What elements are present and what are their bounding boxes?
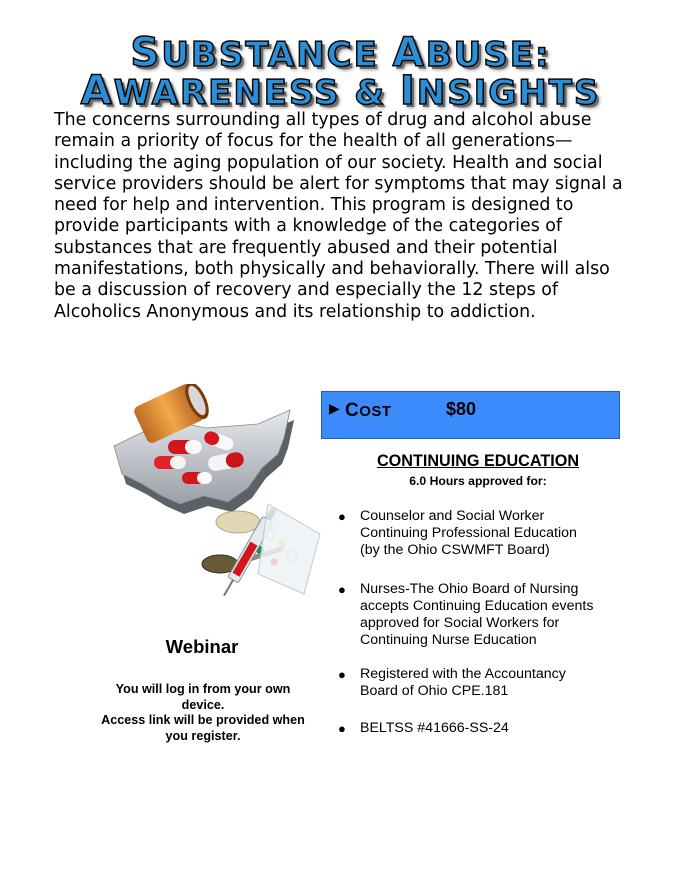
continuing-education-subheading: 6.0 Hours approved for: xyxy=(409,474,547,488)
list-item-line: Registered with the Accountancy xyxy=(360,666,566,682)
list-item-line: accepts Continuing Education events xyxy=(360,598,594,614)
bullet-icon: ● xyxy=(338,582,346,597)
title-text: WARENESS & xyxy=(113,73,400,113)
title-text: NSIGHTS xyxy=(416,73,601,113)
title-initial-letter: S xyxy=(130,30,162,76)
list-item-line: Board of Ohio CPE.181 xyxy=(360,683,509,699)
plastic-bag xyxy=(258,504,320,594)
webinar-heading: Webinar xyxy=(165,636,239,657)
cost-value: $80 xyxy=(446,399,477,419)
powder-pile xyxy=(216,511,260,533)
list-item-line: Nurses-The Ohio Board of Nursing xyxy=(360,581,579,597)
intro-paragraph: The concerns surrounding all types of drug and alcohol abuse remain a priority of focus for the health of all generations—including the aging population of our society. Health and social service providers should be alert for symptoms that may signal a need for help and intervention. This program is designed to provide participants with a knowledge of the categories of substances that are frequently abused and their potential manifestations, both physically and behaviorally. There will also be a discussion of recovery and especially the 12 steps of Alcoholics Anonymous and its relationship to addiction. xyxy=(54,110,623,322)
title-initial-letter: I xyxy=(399,68,417,114)
list-item-line: (by the Ohio CSWMFT Board) xyxy=(360,542,550,558)
bullet-icon: ● xyxy=(338,509,346,524)
bullet-icon: ● xyxy=(338,667,346,682)
login-instructions xyxy=(92,682,314,744)
login-line: device. xyxy=(181,697,225,712)
list-item-line: Continuing Nurse Education xyxy=(360,632,537,648)
cost-label xyxy=(345,400,392,422)
title-text: BUSE: xyxy=(425,35,551,75)
login-line: you register. xyxy=(165,728,241,743)
play-arrow-icon: ▶ xyxy=(329,400,340,416)
title-initial-letter: A xyxy=(80,68,114,114)
list-item-line: approved for Social Workers for xyxy=(360,615,560,631)
list-item-line: BELTSS #41666-SS-24 xyxy=(360,720,509,736)
login-line: You will log in from your own xyxy=(115,682,291,696)
title-text: UBSTANCE xyxy=(161,35,393,75)
bullet-icon: ● xyxy=(338,721,346,736)
title-initial-letter: A xyxy=(392,30,426,76)
continuing-education-heading: CONTINUING EDUCATION xyxy=(376,452,580,470)
cost-label-initial: C xyxy=(345,400,360,421)
cost-box xyxy=(321,391,620,439)
login-line: Access link will be provided when xyxy=(101,713,305,728)
cost-label-rest: OST xyxy=(359,403,392,420)
list-item-line: Continuing Professional Education xyxy=(360,525,577,541)
title-line-2 xyxy=(0,68,681,114)
drugs-map-illustration xyxy=(108,384,324,614)
list-item-line: Counselor and Social Worker xyxy=(360,508,545,524)
